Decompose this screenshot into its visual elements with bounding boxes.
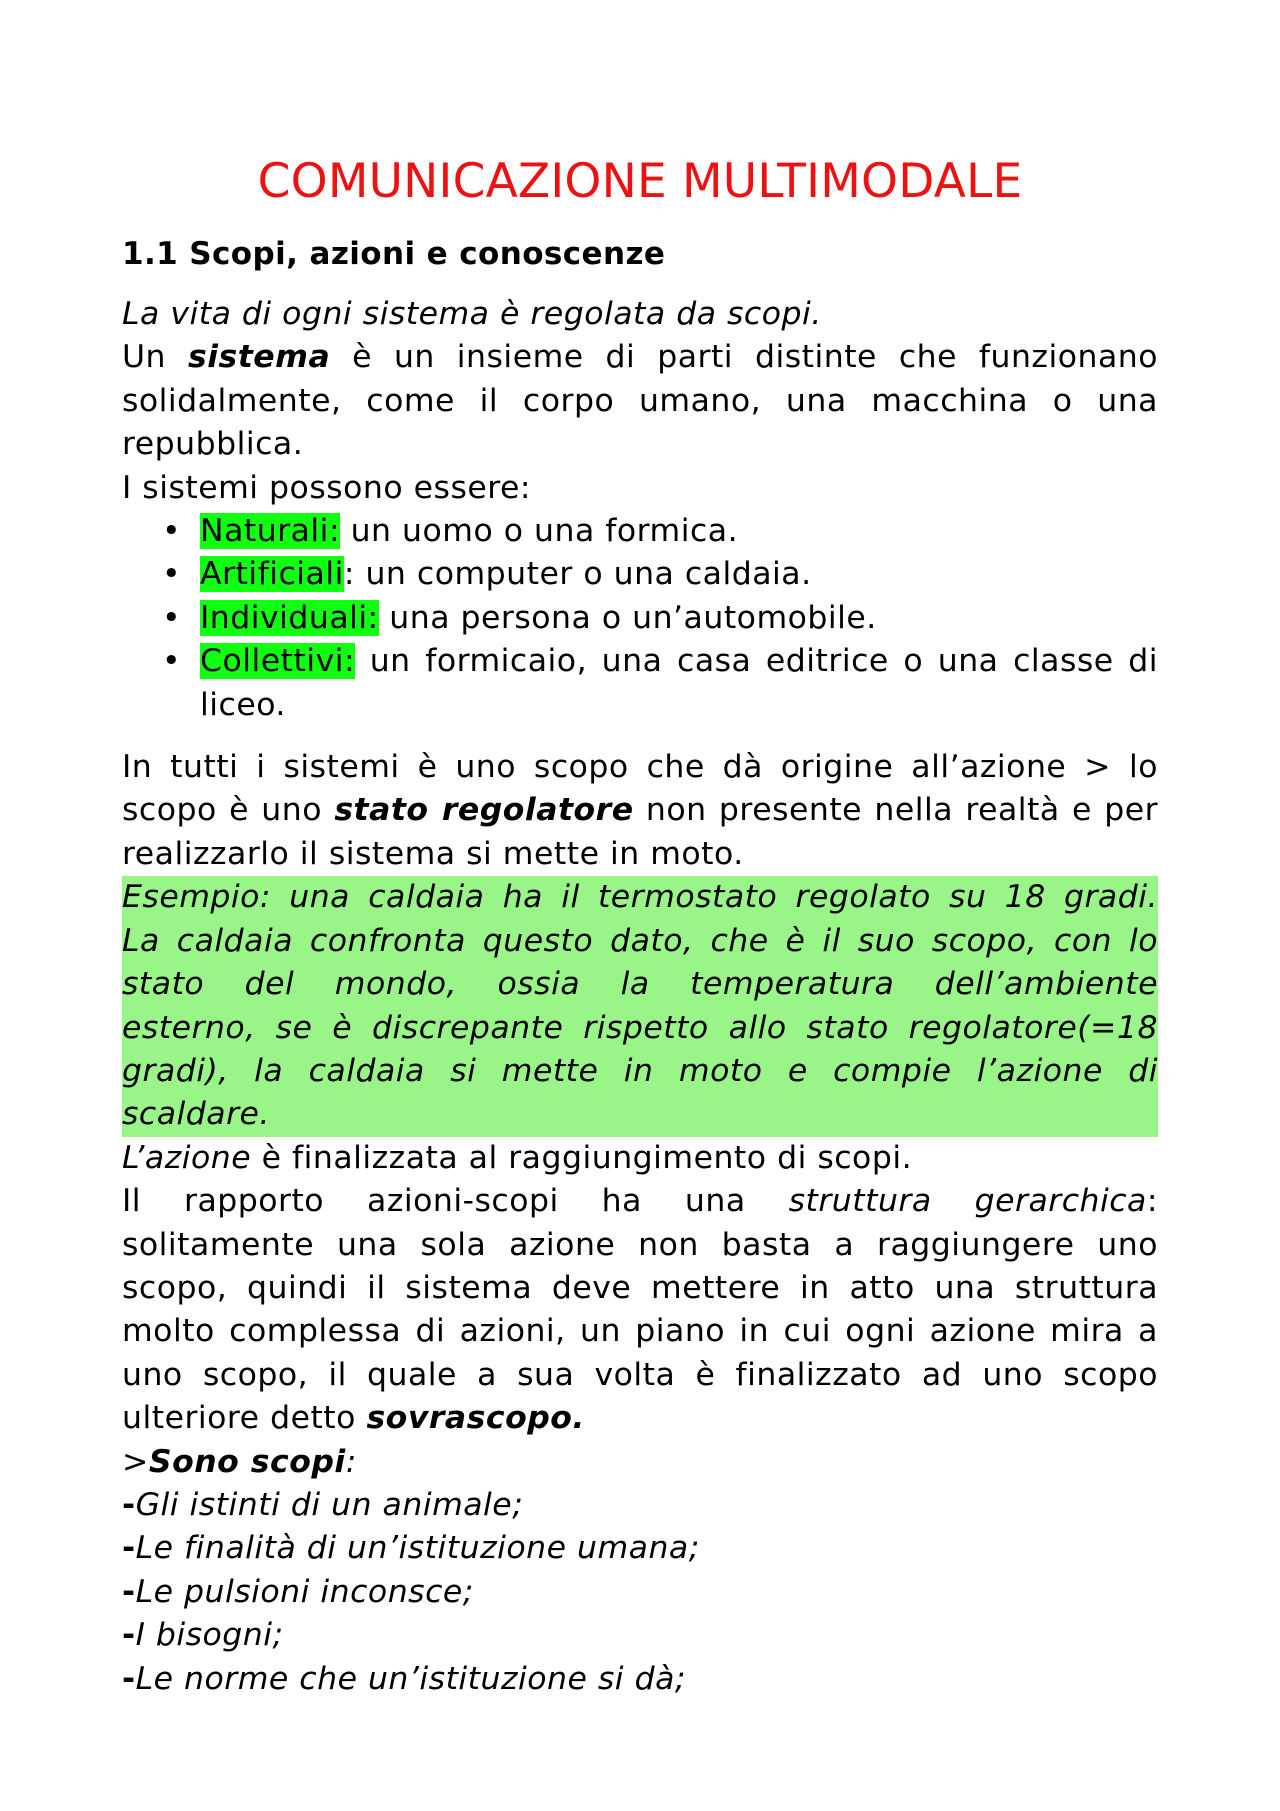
scopes-list [122, 1484, 1158, 1701]
action-term: L’azione [122, 1139, 252, 1176]
dash-marker: - [122, 1486, 136, 1523]
bullet-icon: • [162, 643, 182, 680]
regulator-state-term: stato regolatore [334, 792, 634, 829]
bullet-icon: • [162, 513, 182, 550]
document-title: COMUNICAZIONE MULTIMODALE [257, 154, 1023, 209]
hierarchy-pre: Il rapporto azioni-scopi ha una [122, 1183, 789, 1220]
dash-marker: - [122, 1573, 136, 1610]
system-term: sistema [187, 339, 331, 376]
list-item [122, 1527, 1158, 1570]
bullet-icon: • [162, 599, 182, 636]
dash-marker: - [122, 1617, 136, 1654]
scope-paragraph-post: non presente nella realtà e per realizzarlo il sistema si mette in moto. [122, 792, 1159, 872]
scopes-heading-suffix: : [345, 1443, 357, 1480]
system-definition-post: è un insieme di parti distinte che funzionano solidalmente, come il corpo umano, una macchina o una repubblica. [122, 339, 1158, 463]
action-paragraph-post: è finalizzata al raggiungimento di scopi. [251, 1139, 913, 1176]
type-description: un uomo o una formica. [340, 513, 739, 550]
list-item [162, 553, 1158, 596]
list-item [162, 597, 1158, 640]
dash-marker: - [122, 1530, 136, 1567]
hierarchy-paragraph [122, 1180, 1158, 1440]
document-page [122, 150, 1158, 1701]
example-line: Esempio: una caldaia ha il termostato regolato su 18 gradi. [122, 879, 1158, 916]
list-item [162, 640, 1158, 727]
superscope-term: sovrascopo. [366, 1400, 585, 1437]
document-body [122, 293, 1158, 1701]
example-line: stato del mondo, ossia la temperatura dell’ambiente [122, 966, 1158, 1003]
scope-item-text: Le norme che un’istituzione si dà; [135, 1660, 686, 1697]
dash-marker: - [122, 1660, 136, 1697]
scope-paragraph-pre: In tutti i sistemi è uno scopo che dà origine all’azione > lo scopo è uno [122, 749, 1158, 829]
list-item [122, 1571, 1158, 1614]
type-description: una persona o un’automobile. [378, 599, 877, 636]
list-item [122, 1614, 1158, 1657]
types-intro: I sistemi possono essere: [122, 469, 532, 506]
type-label-highlight: Naturali: [200, 513, 341, 550]
list-item [122, 1484, 1158, 1527]
type-description: un formicaio, una casa editrice o una classe di liceo. [200, 643, 1158, 723]
spacer [122, 727, 1158, 746]
list-item [122, 1658, 1158, 1701]
scope-item-text: Le finalità di un’istituzione umana; [135, 1530, 700, 1567]
type-description: : un computer o una caldaia. [343, 556, 812, 593]
bullet-icon: • [162, 556, 182, 593]
type-label-highlight: Artificiali [200, 556, 344, 593]
hierarchy-term: struttura gerarchica [788, 1183, 1147, 1220]
system-definition-pre: Un [122, 339, 167, 376]
type-label-highlight: Individuali: [200, 599, 379, 636]
scopes-heading-term: Sono scopi [148, 1443, 346, 1480]
scope-item-text: I bisogni; [135, 1617, 284, 1654]
scope-item-text: Le pulsioni inconsce; [135, 1573, 474, 1610]
example-line: scaldare. [122, 1096, 270, 1133]
scopes-heading-prefix: > [122, 1443, 149, 1480]
section-heading: 1.1 Scopi, azioni e conoscenze [122, 236, 666, 272]
hierarchy-mid: : solitamente una sola azione non basta a raggiungere uno scopo, quindi il sistema deve mettere in atto una struttura molto complessa di azioni, un piano in cui ogni azione mira a uno scopo, il quale a sua volta è finalizzato ad uno scopo ulteriore detto [122, 1183, 1158, 1437]
example-line: La caldaia confronta questo dato, che è il suo scopo, con lo [122, 922, 1158, 959]
system-definition [122, 336, 1158, 466]
list-item [162, 510, 1158, 553]
example-line: esterno, se è discrepante rispetto allo stato regolatore(=18 [122, 1009, 1158, 1046]
scope-item-text: Gli istinti di un animale; [135, 1486, 524, 1523]
scopes-heading [122, 1441, 1158, 1484]
scope-paragraph [122, 746, 1158, 876]
action-paragraph [122, 1137, 1158, 1180]
example-line: gradi), la caldaia si mette in moto e compie l’azione di [122, 1052, 1158, 1089]
intro-sentence: La vita di ogni sistema è regolata da scopi. [122, 296, 822, 332]
type-label-highlight: Collettivi: [200, 643, 356, 680]
system-types-list [122, 510, 1158, 727]
example-highlight-block [122, 876, 1158, 1136]
